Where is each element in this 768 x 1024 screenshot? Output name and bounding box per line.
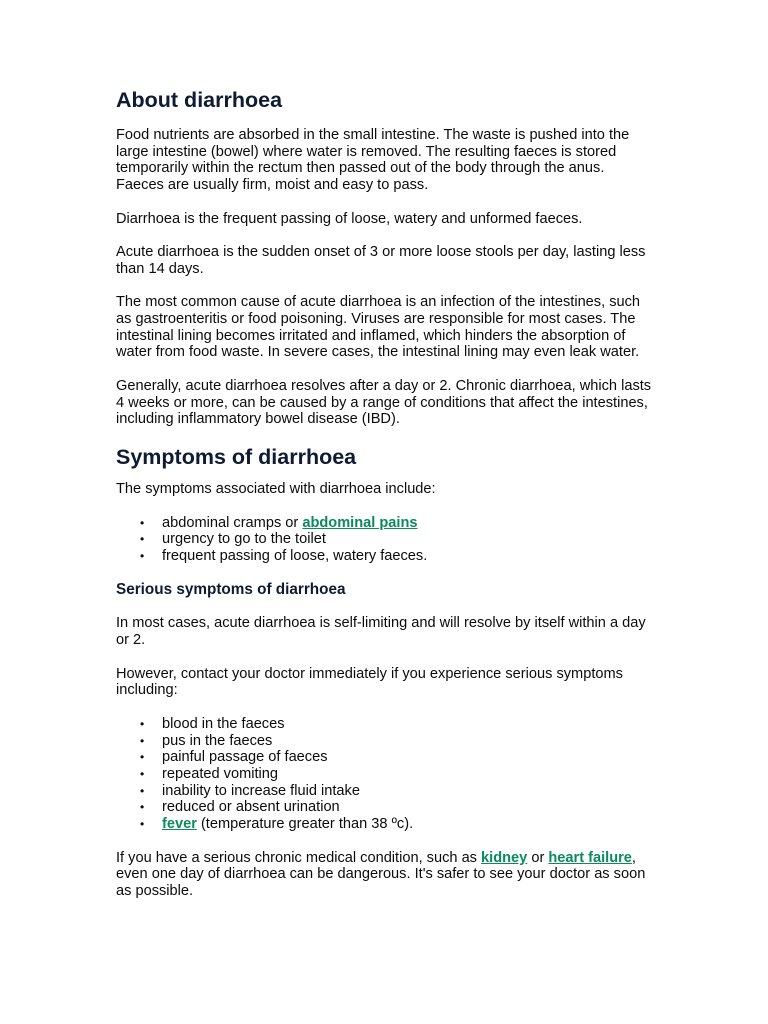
- symptoms-list: [116, 515, 656, 565]
- bullet-icon: •: [140, 515, 145, 530]
- list-item-text: painful passage of faeces: [162, 749, 328, 766]
- list-item-text: repeated vomiting: [162, 765, 279, 782]
- kidney-link[interactable]: kidney: [481, 849, 528, 866]
- about-paragraph-1: Food nutrients are absorbed in the small intestine. The waste is pushed into the large intestine (bowel) where water is removed. The resulting faeces is stored temporarily within the rectum then passed out of the body through the anus. Faeces are usually firm, moist and easy to pass.: [116, 127, 630, 194]
- serious-paragraph-2: However, contact your doctor immediately if you experience serious symptoms including:: [116, 665, 623, 699]
- about-paragraph-4: The most common cause of acute diarrhoea is an infection of the intestines, such as gastroenteritis or food poisoning. Viruses are responsible for most cases. The intestinal lining becomes irritated and inflamed, which hinders the absorption of water from food waste. In severe cases, the intestinal lining may even leak water.: [116, 294, 641, 361]
- symptoms-intro: The symptoms associated with diarrhoea include:: [116, 481, 436, 498]
- symptoms-heading: Symptoms of diarrhoea: [116, 445, 357, 470]
- list-item: [140, 531, 656, 548]
- heart-failure-link[interactable]: heart failure: [548, 849, 632, 866]
- list-item-text: inability to increase fluid intake: [162, 782, 360, 799]
- about-paragraph-5: Generally, acute diarrhoea resolves after a day or 2. Chronic diarrhoea, which lasts 4 weeks or more, can be caused by a range of conditions that affect the intestines, including inflammatory bowel disease (IBD).: [116, 377, 652, 428]
- paragraph-text: , even one day of diarrhoea can be dangerous. It's safer to see your doctor as soon as possible.: [116, 849, 646, 899]
- list-item-text: blood in the faeces: [162, 715, 285, 732]
- serious-symptoms-list: [116, 716, 656, 833]
- about-paragraph-3: Acute diarrhoea is the sudden onset of 3 or more loose stools per day, lasting less than 14 days.: [116, 244, 646, 277]
- list-item: [140, 799, 656, 816]
- document-page: [116, 87, 656, 916]
- serious-symptoms-heading: Serious symptoms of diarrhoea: [116, 581, 346, 599]
- bullet-icon: •: [140, 548, 145, 563]
- list-item: [140, 547, 656, 565]
- about-heading: About diarrhoea: [116, 88, 283, 112]
- list-item: [140, 732, 656, 750]
- abdominal-pains-link[interactable]: abdominal pains: [302, 514, 418, 531]
- bullet-icon: •: [140, 783, 145, 798]
- bullet-icon: •: [140, 733, 145, 748]
- list-item-text: abdominal cramps or: [162, 514, 303, 531]
- paragraph-text: If you have a serious chronic medical condition, such as: [116, 849, 482, 866]
- list-item: [140, 715, 656, 733]
- list-item: [140, 749, 656, 766]
- bullet-icon: •: [140, 817, 145, 832]
- bullet-icon: •: [140, 800, 145, 815]
- list-item: [140, 514, 656, 532]
- list-item-text: urgency to go to the toilet: [162, 531, 326, 548]
- bullet-icon: •: [140, 766, 145, 781]
- list-item-text: (temperature greater than 38 ºc).: [196, 816, 414, 833]
- bullet-icon: •: [140, 716, 145, 731]
- about-paragraph-2: Diarrhoea is the frequent passing of loose, watery and unformed faeces.: [116, 210, 583, 227]
- bullet-icon: •: [140, 532, 145, 547]
- list-item: [140, 782, 656, 800]
- list-item-text: frequent passing of loose, watery faeces.: [162, 547, 428, 564]
- list-item: [140, 765, 656, 783]
- paragraph-text: or: [527, 849, 549, 866]
- fever-link[interactable]: fever: [162, 816, 197, 833]
- serious-paragraph-1: In most cases, acute diarrhoea is self-limiting and will resolve by itself within a day or 2.: [116, 615, 646, 649]
- list-item-text: reduced or absent urination: [162, 799, 340, 816]
- list-item-text: pus in the faeces: [162, 732, 273, 749]
- list-item: [140, 816, 656, 833]
- chronic-condition-paragraph: [116, 850, 656, 900]
- bullet-icon: •: [140, 750, 145, 765]
